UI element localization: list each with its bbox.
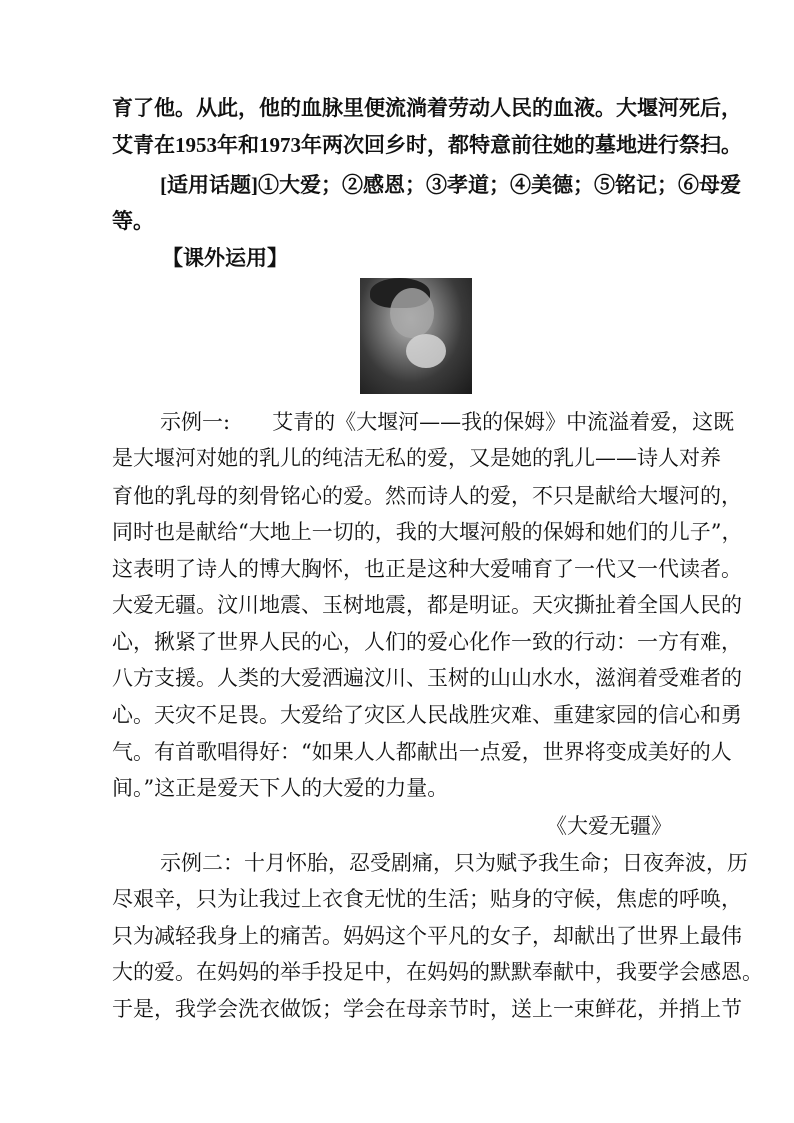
example1-line: 是大堰河对她的乳儿的纯洁无私的爱，又是她的乳儿——诗人对养	[112, 446, 721, 470]
section-heading: 【课外运用】	[162, 245, 288, 270]
example1-line: 心。天灾不足畏。大爱给了灾区人民战胜灾难、重建家园的信心和勇	[112, 703, 742, 727]
example2-line: 大的爱。在妈妈的举手投足中，在妈妈的默默奉献中，我要学会感恩。	[112, 960, 763, 984]
example2-line: 尽艰辛，只为让我过上衣食无忧的生活；贴身的守候，焦虑的呼唤，	[112, 887, 742, 911]
example1-line: 心，揪紧了世界人民的心，人们的爱心化作一致的行动：一方有难，	[112, 630, 742, 654]
example1-line: 示例一: 艾青的《大堰河——我的保姆》中流溢着爱，这既	[160, 410, 735, 434]
example1-line: 间。”这正是爱天下人的大爱的力量。	[112, 776, 449, 800]
example1-source: 《大爱无疆》	[546, 814, 672, 838]
example2-line: 只为减轻我身上的痛苦。妈妈这个平凡的女子，却献出了世界上最伟	[112, 924, 742, 948]
topics-line: [适用话题]①大爱；②感恩；③孝道；④美德；⑤铭记；⑥母爱	[160, 173, 741, 197]
mother-and-baby-photo	[360, 278, 472, 394]
example2-line: 示例二：十月怀胎，忍受剧痛，只为赋予我生命；日夜奔波，历	[160, 851, 748, 875]
photo-face-shape	[390, 288, 434, 338]
example1-line: 八方支援。人类的大爱洒遍汶川、玉树的山山水水，滋润着受难者的	[112, 666, 742, 690]
example2-line: 于是，我学会洗衣做饭；学会在母亲节时，送上一束鲜花，并捎上节	[112, 997, 742, 1021]
paragraph-line: 艾青在1953年和1973年两次回乡时，都特意前往她的墓地进行祭扫。	[112, 133, 742, 157]
paragraph-line: 育了他。从此，他的血脉里便流淌着劳动人民的血液。大堰河死后，	[112, 96, 742, 120]
example1-line: 气。有首歌唱得好：“如果人人都献出一点爱，世界将变成美好的人	[112, 740, 732, 764]
example1-line: 这表明了诗人的博大胸怀，也正是这种大爱哺育了一代又一代读者。	[112, 557, 742, 581]
example1-line: 大爱无疆。汶川地震、玉树地震，都是明证。天灾撕扯着全国人民的	[112, 593, 742, 617]
topics-line-end: 等。	[112, 209, 154, 233]
example1-line: 同时也是献给“大地上一切的，我的大堰河般的保姆和她们的儿子”，	[112, 520, 743, 544]
photo-baby-shape	[406, 334, 446, 368]
example1-line: 育他的乳母的刻骨铭心的爱。然而诗人的爱，不只是献给大堰河的，	[112, 484, 742, 508]
